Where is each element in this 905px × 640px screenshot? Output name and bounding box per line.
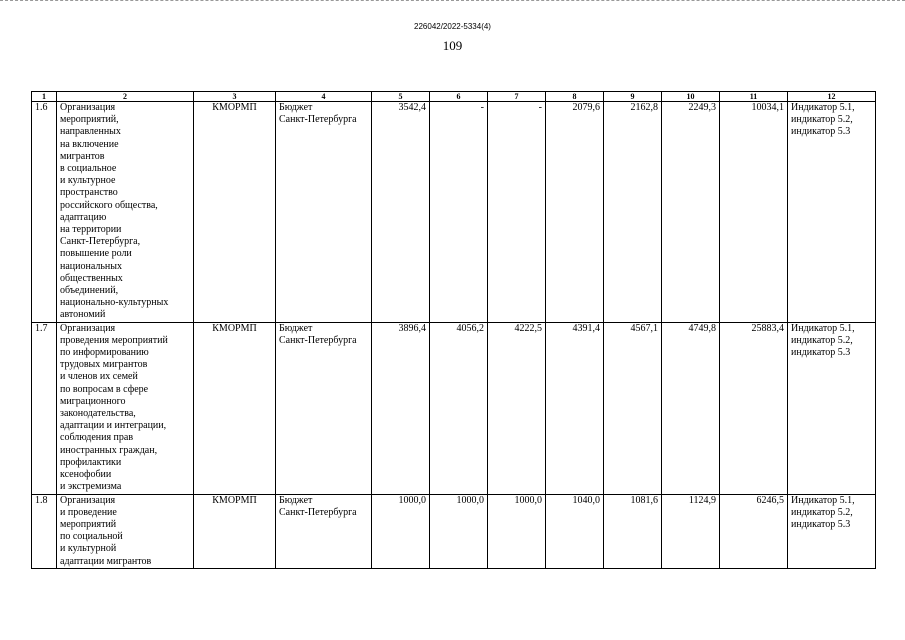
value-col-6: 4056,2 xyxy=(430,322,488,494)
executor: КМОРМП xyxy=(194,494,276,568)
value-col-6: 1000,0 xyxy=(430,494,488,568)
row-number: 1.8 xyxy=(32,494,57,568)
total-value: 25883,4 xyxy=(720,322,788,494)
page-number: 109 xyxy=(442,38,463,53)
value-col-5: 3542,4 xyxy=(372,102,430,323)
value-col-6: - xyxy=(430,102,488,323)
column-header: 10 xyxy=(662,92,720,102)
value-col-7: - xyxy=(488,102,546,323)
executor: КМОРМП xyxy=(194,322,276,494)
value-col-9: 1081,6 xyxy=(604,494,662,568)
activity-name: Организация мероприятий, направленных на включение мигрантов в социальное и культурное пространство российского общества, адаптацию на территории Санкт-Петербурга, повышение роли национальных общественных объединений, национально-культурных автономий xyxy=(60,102,169,321)
total-value: 6246,5 xyxy=(720,494,788,568)
total-value: 10034,1 xyxy=(720,102,788,323)
value-col-9: 2162,8 xyxy=(604,102,662,323)
column-header: 9 xyxy=(604,92,662,102)
value-col-7: 4222,5 xyxy=(488,322,546,494)
funding-source: Бюджет Санкт-Петербурга xyxy=(276,322,372,494)
value-col-8: 4391,4 xyxy=(546,322,604,494)
table-row xyxy=(32,322,876,494)
value-col-9: 4567,1 xyxy=(604,322,662,494)
executor: КМОРМП xyxy=(194,102,276,323)
table-row xyxy=(32,102,876,323)
row-number: 1.6 xyxy=(32,102,57,323)
value-col-5: 1000,0 xyxy=(372,494,430,568)
value-col-10: 1124,9 xyxy=(662,494,720,568)
program-activities-table xyxy=(31,91,876,569)
value-col-8: 1040,0 xyxy=(546,494,604,568)
funding-source: Бюджет Санкт-Петербурга xyxy=(276,102,372,323)
column-header: 8 xyxy=(546,92,604,102)
funding-source: Бюджет Санкт-Петербурга xyxy=(276,494,372,568)
value-col-8: 2079,6 xyxy=(546,102,604,323)
scan-top-edge xyxy=(0,0,905,3)
column-header: 12 xyxy=(788,92,876,102)
value-col-5: 3896,4 xyxy=(372,322,430,494)
value-col-10: 2249,3 xyxy=(662,102,720,323)
column-header: 7 xyxy=(488,92,546,102)
column-header: 5 xyxy=(372,92,430,102)
column-header: 6 xyxy=(430,92,488,102)
activity-name: Организация и проведение мероприятий по социальной и культурной адаптации мигрантов xyxy=(60,494,152,567)
column-header: 2 xyxy=(57,92,194,102)
column-header: 4 xyxy=(276,92,372,102)
table-row xyxy=(32,494,876,568)
indicators: Индикатор 5.1, индикатор 5.2, индикатор 5.3 xyxy=(788,494,876,568)
column-header: 11 xyxy=(720,92,788,102)
indicators: Индикатор 5.1, индикатор 5.2, индикатор 5.3 xyxy=(788,322,876,494)
row-number: 1.7 xyxy=(32,322,57,494)
document-number: 226042/2022-5334(4) xyxy=(414,22,491,31)
indicators: Индикатор 5.1, индикатор 5.2, индикатор 5.3 xyxy=(788,102,876,323)
value-col-10: 4749,8 xyxy=(662,322,720,494)
column-number-row xyxy=(32,92,876,102)
value-col-7: 1000,0 xyxy=(488,494,546,568)
column-header: 1 xyxy=(32,92,57,102)
activity-name: Организация проведения мероприятий по информированию трудовых мигрантов и членов их семей по вопросам в сфере миграционного законодательства, адаптации и интеграции, соблюдения прав иностранных граждан, профилактики ксенофобии и экстремизма xyxy=(60,322,168,493)
column-header: 3 xyxy=(194,92,276,102)
